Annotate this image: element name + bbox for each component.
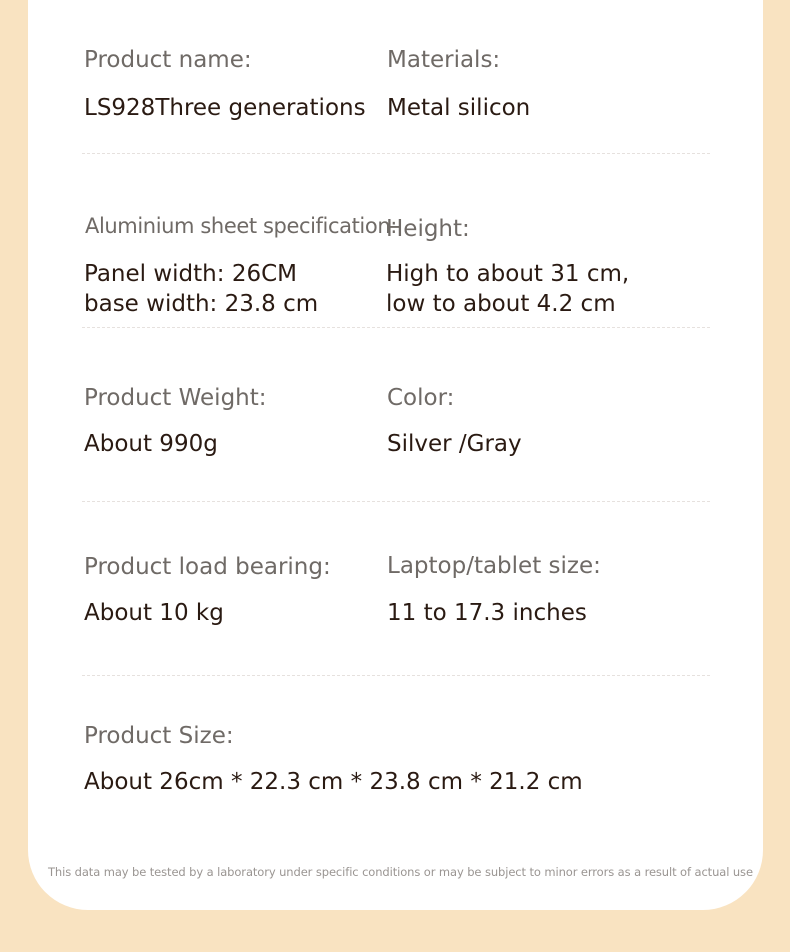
color-label: Color: bbox=[387, 385, 455, 411]
disclaimer-note: This data may be tested by a laboratory under specific conditions or may be subject to minor errors as a result of actual use bbox=[48, 865, 753, 879]
laptop-size-label: Laptop/tablet size: bbox=[387, 553, 601, 579]
product-name-label: Product name: bbox=[84, 47, 252, 73]
aluminium-sheet-value-line2: base width: 23.8 cm bbox=[84, 291, 319, 317]
height-value-line2: low to about 4.2 cm bbox=[386, 291, 616, 317]
product-size-label: Product Size: bbox=[84, 723, 234, 749]
weight-value: About 990g bbox=[84, 431, 218, 457]
color-value: Silver /Gray bbox=[387, 431, 522, 457]
product-name-value: LS928Three generations bbox=[84, 95, 366, 121]
divider bbox=[82, 153, 710, 154]
materials-value: Metal silicon bbox=[387, 95, 531, 121]
height-value-line1: High to about 31 cm, bbox=[386, 261, 630, 287]
materials-label: Materials: bbox=[387, 47, 501, 73]
weight-label: Product Weight: bbox=[84, 385, 267, 411]
height-label: Height: bbox=[386, 216, 470, 242]
divider bbox=[82, 501, 710, 502]
aluminium-sheet-value-line1: Panel width: 26CM bbox=[84, 261, 297, 287]
load-bearing-label: Product load bearing: bbox=[84, 554, 331, 580]
aluminium-sheet-label: Aluminium sheet specification: bbox=[85, 214, 397, 238]
product-size-value: About 26cm * 22.3 cm * 23.8 cm * 21.2 cm bbox=[84, 769, 583, 795]
load-bearing-value: About 10 kg bbox=[84, 600, 224, 626]
laptop-size-value: 11 to 17.3 inches bbox=[387, 600, 587, 626]
divider bbox=[82, 327, 710, 328]
divider bbox=[82, 675, 710, 676]
